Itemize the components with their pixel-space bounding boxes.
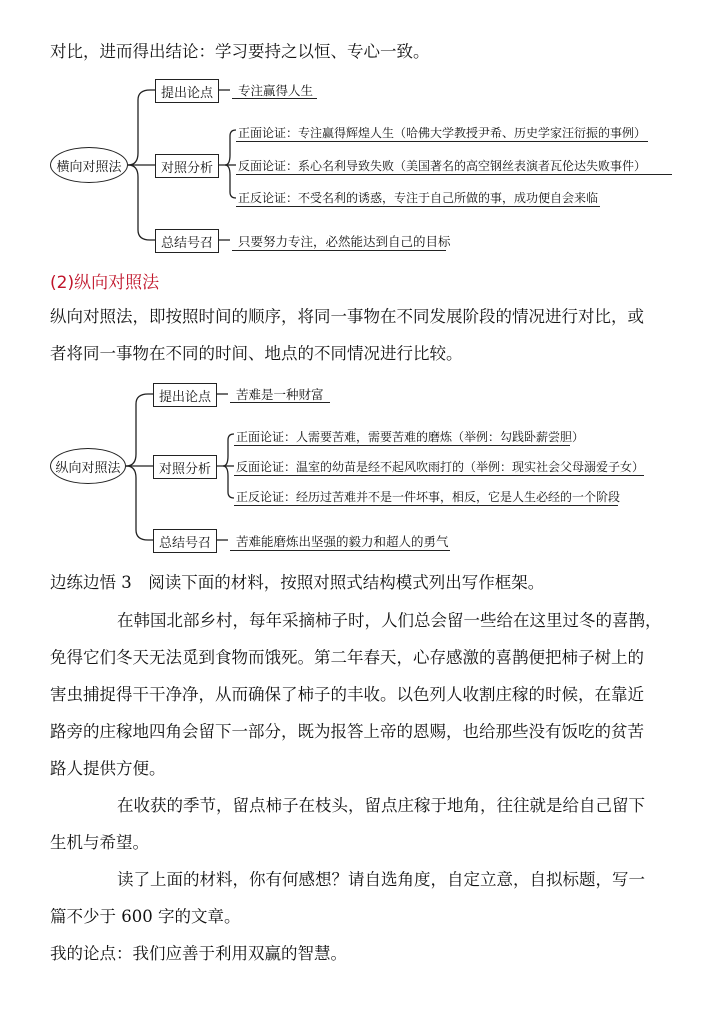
exercise-title: 边练边悟 3 阅读下面的材料，按照对照式结构模式列出写作框架。	[50, 573, 545, 592]
diagram1-argument-underline	[232, 98, 317, 99]
section2-heading: (2)纵向对照法	[50, 273, 160, 293]
diagram2-root: 纵向对照法	[50, 448, 126, 484]
diagram2-summary-underline	[230, 550, 450, 551]
intro-line: 对比，进而得出结论：学习要持之以恒、专心一致。	[50, 42, 430, 61]
diagram1-argument-label: 提出论点	[155, 79, 219, 103]
diagram2-both: 正反论证：经历过苦难并不是一件坏事，相反，它是人生必经的一个阶段	[236, 490, 621, 504]
diagram2-positive-underline	[234, 445, 570, 446]
material-line-1: 在韩国北部乡村，每年采摘柿子时，人们总会留一些给在这里过冬的喜鹊，	[117, 611, 662, 630]
diagram1-negative: 反面论证：系心名利导致失败（美国著名的高空钢丝表演者瓦伦达失败事件）	[238, 159, 647, 173]
material-line-8: 读了上面的材料，你有何感想？请自选角度，自定立意，自拟标题，写一	[117, 870, 645, 889]
material-line-9: 篇不少于 600 字的文章。	[50, 907, 241, 926]
diagram2-both-underline	[234, 505, 618, 506]
diagram1-analysis-label: 对照分析	[155, 154, 219, 178]
diagram1-root: 横向对照法	[50, 147, 128, 183]
diagram1-positive-underline	[236, 141, 648, 142]
material-line-6: 在收获的季节，留点柿子在枝头，留点庄稼于地角，往往就是给自己留下	[117, 796, 645, 815]
vertical-comparison-diagram	[0, 382, 720, 560]
diagram2-summary: 苦难能磨炼出坚强的毅力和超人的勇气	[236, 534, 449, 549]
section2-para-line-1: 纵向对照法，即按照时间的顺序，将同一事物在不同发展阶段的情况进行对比，或	[50, 307, 644, 326]
diagram2-argument-label: 提出论点	[153, 383, 217, 407]
diagram2-analysis-label: 对照分析	[153, 455, 217, 479]
diagram2-argument: 苦难是一种财富	[236, 387, 324, 402]
diagram1-summary-underline	[232, 250, 446, 251]
material-line-3: 害虫捕捉得干干净净，从而确保了柿子的丰收。以色列人收割庄稼的时候，在靠近	[50, 685, 644, 704]
diagram1-summary-label: 总结号召	[155, 229, 219, 253]
diagram1-positive: 正面论证：专注赢得辉煌人生（哈佛大学教授尹希、历史学家汪衍振的事例）	[238, 126, 647, 140]
diagram2-argument-underline	[230, 402, 330, 403]
diagram2-negative-underline	[234, 475, 644, 476]
material-line-4: 路旁的庄稼地四角会留下一部分，既为报答上帝的恩赐，也给那些没有饭吃的贫苦	[50, 722, 644, 741]
section2-para-line-2: 者将同一事物在不同的时间、地点的不同情况进行比较。	[50, 344, 463, 363]
diagram1-both-underline	[236, 206, 600, 207]
diagram1-argument: 专注赢得人生	[238, 83, 314, 98]
material-line-5: 路人提供方便。	[50, 759, 166, 778]
diagram2-summary-label: 总结号召	[153, 529, 217, 553]
material-line-2: 免得它们冬天无法觅到食物而饿死。第二年春天，心存感激的喜鹊便把柿子树上的	[50, 648, 644, 667]
horizontal-comparison-diagram	[0, 78, 720, 258]
diagram1-summary: 只要努力专注，必然能达到自己的目标	[238, 234, 451, 249]
diagram1-both: 正反论证：不受名利的诱惑，专注于自己所做的事，成功便自会来临	[238, 191, 599, 205]
diagram2-positive: 正面论证：人需要苦难，需要苦难的磨炼（举例：勾践卧薪尝胆）	[236, 430, 585, 444]
diagram1-negative-underline	[236, 174, 672, 175]
diagram2-negative: 反面论证：温室的幼苗是经不起风吹雨打的（举例：现实社会父母溺爱子女）	[236, 460, 645, 474]
my-thesis-line: 我的论点：我们应善于利用双赢的智慧。	[50, 944, 347, 963]
material-line-7: 生机与希望。	[50, 833, 149, 852]
